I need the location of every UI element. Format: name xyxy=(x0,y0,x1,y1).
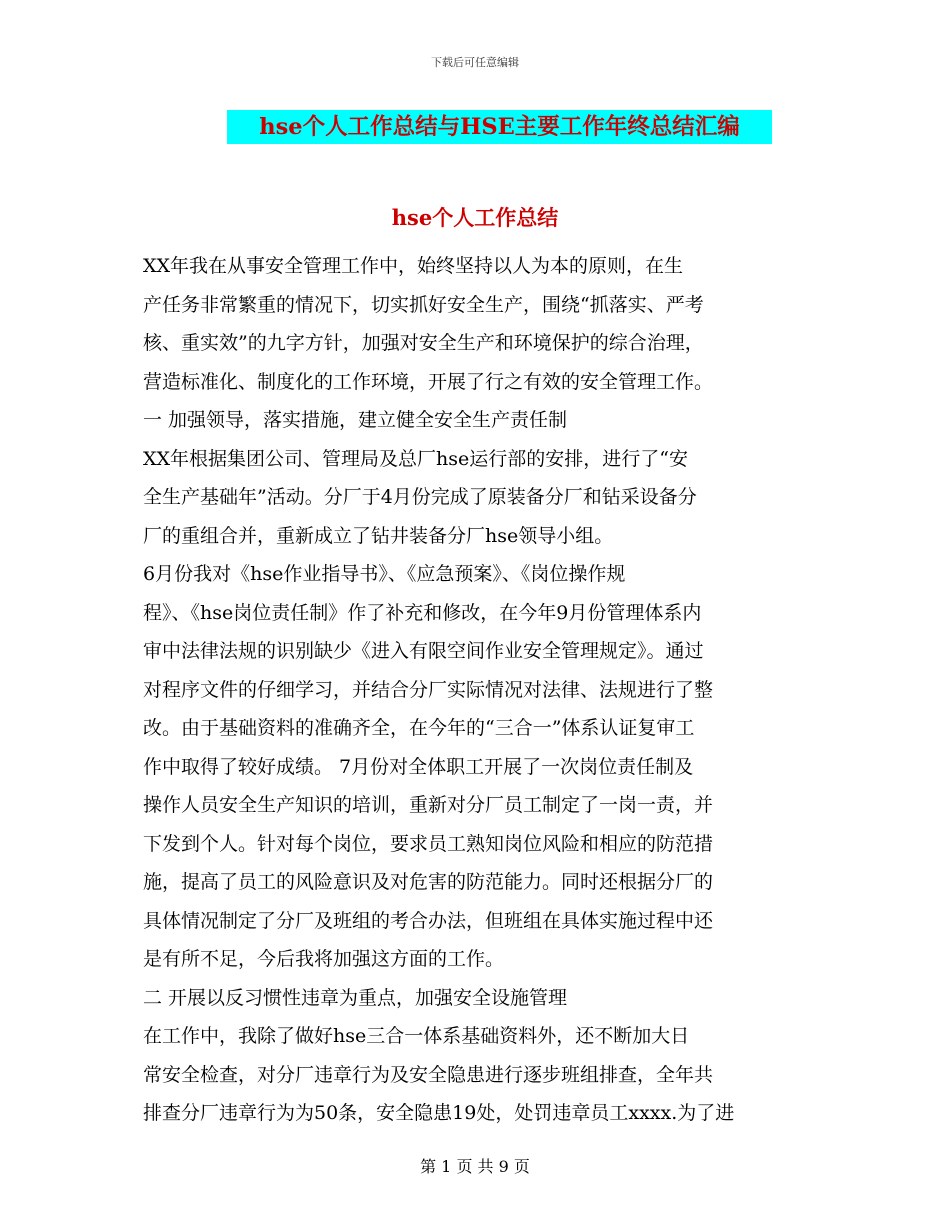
text-line: 施，提高了员工的风险意识及对危害的防范能力。同时还根据分厂的 xyxy=(143,871,714,893)
text-line: 排查分厂违章行为为50条，安全隐患19处，处罚违章员工xxxx.为了进 xyxy=(143,1102,735,1124)
text-line: 是有所不足，今后我将加强这方面的工作。 xyxy=(143,948,505,970)
text-line: 审中法律法规的识别缺少《进入有限空间作业安全管理规定》。通过 xyxy=(143,640,704,662)
page-header-note: 下载后可任意编辑 xyxy=(431,56,519,69)
text-line: 作中取得了较好成绩。 7月份对全体职工开展了一次岗位责任制及 xyxy=(143,755,694,778)
text-line: 在工作中，我除了做好hse三合一体系基础资料外，还不断加大日 xyxy=(143,1025,690,1047)
text-line: 具体情况制定了分厂及班组的考合办法，但班组在具体实施过程中还 xyxy=(143,909,714,932)
text-line: 营造标准化、制度化的工作环境，开展了行之有效的安全管理工作。 xyxy=(143,370,714,393)
text-line: 厂的重组合并，重新成立了钻井装备分厂hse领导小组。 xyxy=(143,524,614,547)
text-line: XX年根据集团公司、管理局及总厂hse运行部的安排，进行了“安 xyxy=(143,447,688,470)
text-line: 常安全检查，对分厂违章行为及安全隐患进行逐步班组排查，全年共 xyxy=(143,1063,714,1086)
text-line: 下发到个人。针对每个岗位，要求员工熟知岗位风险和相应的防范措 xyxy=(143,832,714,855)
subheading-line: 一 加强领导，落实措施，建立健全安全生产责任制 xyxy=(143,409,568,431)
text-line: 操作人员安全生产知识的培训，重新对分厂员工制定了一岗一责，并 xyxy=(143,794,714,816)
page-footer: 第 1 页 共 9 页 xyxy=(420,1157,530,1176)
text-line: XX年我在从事安全管理工作中，始终坚持以人为本的原则，在生 xyxy=(143,255,684,277)
text-line: 对程序文件的仔细学习，并结合分厂实际情况对法律、法规进行了整 xyxy=(143,678,714,701)
text-line: 全生产基础年”活动。分厂于4月份完成了原装备分厂和钻采设备分 xyxy=(143,486,697,508)
text-line: 6月份我对《hse作业指导书》、《应急预案》、《岗位操作规 xyxy=(143,563,626,585)
text-line: 程》、《hse岗位责任制》作了补充和修改，在今年9月份管理体系内 xyxy=(143,601,702,624)
text-line: 产任务非常繁重的情况下，切实抓好安全生产，围绕“抓落实、严考 xyxy=(143,293,704,316)
subheading-line: 二 开展以反习惯性违章为重点，加强安全设施管理 xyxy=(143,986,568,1009)
text-line: 核、重实效”的九字方针，加强对安全生产和环境保护的综合治理， xyxy=(143,332,704,354)
body-text xyxy=(143,247,811,1133)
section-title: hse个人工作总结 xyxy=(391,205,559,230)
text-line: 改。由于基础资料的准确齐全，在今年的“三合一”体系认证复审工 xyxy=(143,717,695,739)
document-title: hse个人工作总结与HSE主要工作年终总结汇编 xyxy=(227,110,772,144)
